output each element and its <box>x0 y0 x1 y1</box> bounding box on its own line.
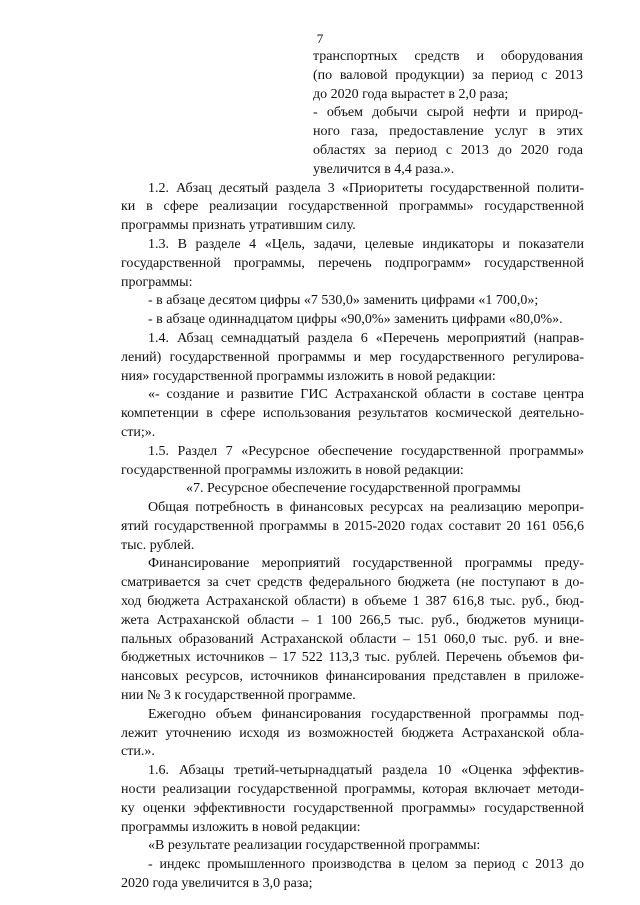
paragraph-1-6-line: 1.6. Абзацы третий-четырнадцатый раздела 10 «Оценка эффектив- <box>148 763 584 778</box>
paragraph-1-6-line: программы изложить в новой редакции: <box>121 820 361 835</box>
quote-line: сти;». <box>121 425 156 440</box>
paragraph-1-6-line: ности реализации государственной программы, которая включает методи- <box>121 782 584 797</box>
paragraph-1-2-line: ки в сфере реализации государственной программы» государственной <box>121 199 584 214</box>
paragraph-1-6-line: ку оценки эффективности государственной программы» государственной <box>121 801 584 816</box>
paragraph-line: Ежегодно объем финансирования государственной программы под- <box>148 707 584 722</box>
paragraph-line: бюджетных источников – 17 522 113,3 тыс. рублей. Перечень объемов фи- <box>121 650 584 665</box>
page-number: 7 <box>316 31 324 46</box>
section-heading: «7. Ресурсное обеспечение государственной программы <box>186 481 521 496</box>
quote-line: «- создание и развитие ГИС Астраханской области в составе центра <box>148 387 584 402</box>
paragraph-line: нансовых ресурсов, источников финансирования представлен в приложе- <box>121 669 584 684</box>
quote-line: компетенции в сфере использования результатов космической деятельно- <box>121 406 584 421</box>
paragraph-1-4-line: ния» государственной программы изложить в новой редакции: <box>121 369 496 384</box>
text-line: увеличится в 4,4 раза.». <box>313 162 455 177</box>
text-line: - объем добычи сырой нефти и природ- <box>313 105 583 120</box>
paragraph-line: ятий государственной программы в 2015-2020 годах составит 20 161 056,6 <box>121 519 584 534</box>
paragraph-line: тыс. рублей. <box>121 538 195 553</box>
list-item: - в абзаце десятом цифры «7 530,0» заменить цифрами «1 700,0»; <box>148 293 539 308</box>
paragraph-line: жета Астраханской области – 1 100 266,5 тыс. руб., бюджетов муници- <box>121 613 584 628</box>
paragraph-line: Финансирование мероприятий государственной программы преду- <box>148 556 584 571</box>
quote-line: «В результате реализации государственной программы: <box>148 838 481 853</box>
paragraph-line: Общая потребность в финансовых ресурсах на реализацию меропри- <box>148 500 584 515</box>
text-line: транспортных средств и оборудования <box>313 49 583 64</box>
paragraph-1-2-line: 1.2. Абзац десятый раздела 3 «Приоритеты государственной полити- <box>148 181 584 196</box>
paragraph-1-3-line: программы: <box>121 275 193 290</box>
paragraph-1-3-line: 1.3. В разделе 4 «Цель, задачи, целевые индикаторы и показатели <box>148 237 584 252</box>
paragraph-1-5-line: 1.5. Раздел 7 «Ресурсное обеспечение государственной программы» <box>148 444 584 459</box>
list-item: - индекс промышленного производства в целом за период с 2013 до <box>148 857 584 872</box>
paragraph-1-3-line: государственной программы, перечень подпрограмм» государственной <box>121 256 584 271</box>
paragraph-1-4-line: 1.4. Абзац семнадцатый раздела 6 «Перечень мероприятий (направ- <box>148 331 584 346</box>
list-item: - в абзаце одиннадцатом цифры «90,0%» заменить цифрами «80,0%». <box>148 312 563 327</box>
text-line: до 2020 года вырастет в 2,0 раза; <box>313 87 509 102</box>
text-line: (по валовой продукции) за период с 2013 <box>313 68 583 83</box>
paragraph-line: ход бюджета Астраханской области) в объеме 1 387 616,8 тыс. руб., бюд- <box>121 594 584 609</box>
paragraph-line: нии № 3 к государственной программе. <box>121 688 356 703</box>
paragraph-line: пальных образований Астраханской области – 151 060,0 тыс. руб. и вне- <box>121 632 584 647</box>
paragraph-1-4-line: лений) государственной программы и мер государственного регулирова- <box>121 350 584 365</box>
paragraph-1-5-line: государственной программы изложить в новой редакции: <box>121 463 464 478</box>
paragraph-line: сматривается за счет средств федерального бюджета (не поступают в до- <box>121 575 584 590</box>
paragraph-line: сти.». <box>121 744 155 759</box>
text-line: областях за период с 2013 до 2020 года <box>313 143 583 158</box>
paragraph-line: лежит уточнению исходя из возможностей бюджета Астраханской обла- <box>121 726 584 741</box>
paragraph-1-2-line: программы признать утратившим силу. <box>121 218 356 233</box>
text-line: ного газа, предоставление услуг в этих <box>313 124 583 139</box>
list-item: 2020 года увеличится в 3,0 раза; <box>121 876 313 891</box>
